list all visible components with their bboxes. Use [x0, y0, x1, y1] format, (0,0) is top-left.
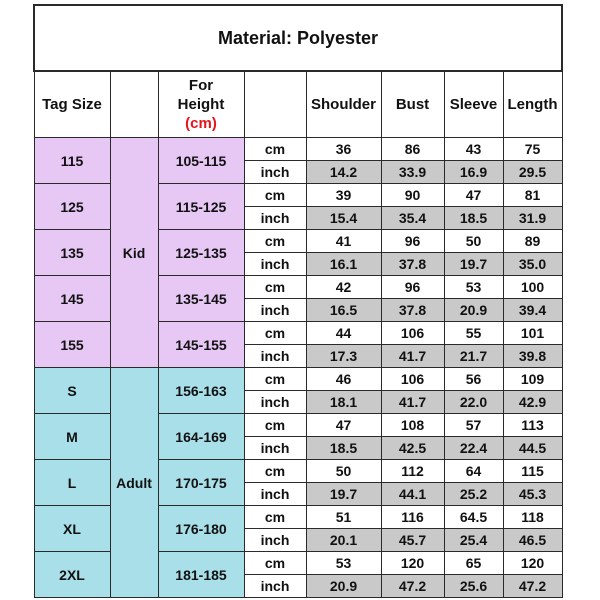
shoulder-cm-value: 53: [306, 552, 381, 575]
bust-cm-value: 96: [381, 276, 444, 299]
sleeve-cm-value: 47: [444, 184, 503, 207]
sleeve-cm-value: 57: [444, 414, 503, 437]
header-height-unit: (cm): [185, 115, 217, 132]
shoulder-cm-value: 42: [306, 276, 381, 299]
height-range-cell: 115-125: [158, 184, 244, 230]
bust-inch-value: 44.1: [381, 483, 444, 506]
unit-cm-label: cm: [244, 506, 306, 529]
shoulder-cm-value: 44: [306, 322, 381, 345]
tag-size-cell: 2XL: [34, 552, 110, 598]
sleeve-inch-value: 25.4: [444, 529, 503, 552]
tag-size-cell: 135: [34, 230, 110, 276]
tag-size-cell: S: [34, 368, 110, 414]
unit-inch-label: inch: [244, 575, 306, 598]
sleeve-inch-value: 20.9: [444, 299, 503, 322]
bust-inch-value: 35.4: [381, 207, 444, 230]
sleeve-cm-value: 50: [444, 230, 503, 253]
age-group-cell: Kid: [110, 138, 158, 368]
length-cm-value: 81: [503, 184, 562, 207]
shoulder-cm-value: 41: [306, 230, 381, 253]
tag-size-cell: 145: [34, 276, 110, 322]
unit-inch-label: inch: [244, 161, 306, 184]
length-cm-value: 113: [503, 414, 562, 437]
size-row-cm: [34, 368, 562, 391]
header-length: Length: [503, 71, 562, 138]
length-inch-value: 39.8: [503, 345, 562, 368]
shoulder-cm-value: 36: [306, 138, 381, 161]
height-range-cell: 105-115: [158, 138, 244, 184]
length-inch-value: 42.9: [503, 391, 562, 414]
tag-size-cell: 115: [34, 138, 110, 184]
length-cm-value: 75: [503, 138, 562, 161]
tag-size-cell: 155: [34, 322, 110, 368]
height-range-cell: 145-155: [158, 322, 244, 368]
unit-cm-label: cm: [244, 184, 306, 207]
sleeve-inch-value: 25.6: [444, 575, 503, 598]
header-sleeve: Sleeve: [444, 71, 503, 138]
bust-cm-value: 86: [381, 138, 444, 161]
height-range-cell: 156-163: [158, 368, 244, 414]
shoulder-cm-value: 46: [306, 368, 381, 391]
unit-cm-label: cm: [244, 368, 306, 391]
sleeve-cm-value: 53: [444, 276, 503, 299]
bust-inch-value: 47.2: [381, 575, 444, 598]
sleeve-inch-value: 22.4: [444, 437, 503, 460]
sleeve-cm-value: 64: [444, 460, 503, 483]
bust-cm-value: 120: [381, 552, 444, 575]
unit-cm-label: cm: [244, 460, 306, 483]
shoulder-inch-value: 16.1: [306, 253, 381, 276]
bust-inch-value: 33.9: [381, 161, 444, 184]
header-bust: Bust: [381, 71, 444, 138]
length-inch-value: 47.2: [503, 575, 562, 598]
unit-cm-label: cm: [244, 552, 306, 575]
sleeve-inch-value: 25.2: [444, 483, 503, 506]
shoulder-inch-value: 19.7: [306, 483, 381, 506]
header-for-height: [158, 71, 244, 138]
length-inch-value: 44.5: [503, 437, 562, 460]
table-body: [34, 138, 562, 598]
header-row: [34, 71, 562, 138]
length-cm-value: 120: [503, 552, 562, 575]
shoulder-inch-value: 15.4: [306, 207, 381, 230]
header-unit: [244, 71, 306, 138]
length-cm-value: 101: [503, 322, 562, 345]
sleeve-cm-value: 64.5: [444, 506, 503, 529]
shoulder-cm-value: 39: [306, 184, 381, 207]
unit-cm-label: cm: [244, 322, 306, 345]
sleeve-cm-value: 56: [444, 368, 503, 391]
unit-inch-label: inch: [244, 529, 306, 552]
bust-inch-value: 41.7: [381, 345, 444, 368]
unit-cm-label: cm: [244, 276, 306, 299]
length-inch-value: 35.0: [503, 253, 562, 276]
unit-inch-label: inch: [244, 345, 306, 368]
bust-inch-value: 45.7: [381, 529, 444, 552]
length-inch-value: 45.3: [503, 483, 562, 506]
chart-title: Material: Polyester: [34, 5, 562, 71]
header-group: [110, 71, 158, 138]
length-inch-value: 39.4: [503, 299, 562, 322]
sleeve-inch-value: 22.0: [444, 391, 503, 414]
length-cm-value: 100: [503, 276, 562, 299]
bust-inch-value: 42.5: [381, 437, 444, 460]
height-range-cell: 135-145: [158, 276, 244, 322]
sleeve-cm-value: 65: [444, 552, 503, 575]
height-range-cell: 125-135: [158, 230, 244, 276]
shoulder-inch-value: 18.5: [306, 437, 381, 460]
unit-inch-label: inch: [244, 391, 306, 414]
length-cm-value: 109: [503, 368, 562, 391]
size-row-cm: [34, 138, 562, 161]
sleeve-inch-value: 21.7: [444, 345, 503, 368]
length-cm-value: 118: [503, 506, 562, 529]
sleeve-cm-value: 55: [444, 322, 503, 345]
shoulder-cm-value: 47: [306, 414, 381, 437]
height-range-cell: 181-185: [158, 552, 244, 598]
shoulder-cm-value: 51: [306, 506, 381, 529]
tag-size-cell: L: [34, 460, 110, 506]
sleeve-inch-value: 16.9: [444, 161, 503, 184]
tag-size-cell: M: [34, 414, 110, 460]
shoulder-inch-value: 20.1: [306, 529, 381, 552]
shoulder-inch-value: 17.3: [306, 345, 381, 368]
shoulder-inch-value: 16.5: [306, 299, 381, 322]
sleeve-cm-value: 43: [444, 138, 503, 161]
header-height-label: Height: [177, 96, 225, 113]
height-range-cell: 170-175: [158, 460, 244, 506]
height-range-cell: 164-169: [158, 414, 244, 460]
shoulder-inch-value: 20.9: [306, 575, 381, 598]
length-cm-value: 89: [503, 230, 562, 253]
bust-inch-value: 41.7: [381, 391, 444, 414]
unit-cm-label: cm: [244, 138, 306, 161]
bust-cm-value: 106: [381, 322, 444, 345]
header-shoulder: Shoulder: [306, 71, 381, 138]
sleeve-inch-value: 19.7: [444, 253, 503, 276]
unit-inch-label: inch: [244, 437, 306, 460]
unit-inch-label: inch: [244, 299, 306, 322]
bust-cm-value: 96: [381, 230, 444, 253]
bust-inch-value: 37.8: [381, 299, 444, 322]
sleeve-inch-value: 18.5: [444, 207, 503, 230]
header-for-label: For: [188, 77, 214, 94]
bust-cm-value: 108: [381, 414, 444, 437]
height-range-cell: 176-180: [158, 506, 244, 552]
length-inch-value: 29.5: [503, 161, 562, 184]
unit-inch-label: inch: [244, 483, 306, 506]
bust-inch-value: 37.8: [381, 253, 444, 276]
shoulder-inch-value: 18.1: [306, 391, 381, 414]
bust-cm-value: 116: [381, 506, 444, 529]
shoulder-inch-value: 14.2: [306, 161, 381, 184]
unit-inch-label: inch: [244, 207, 306, 230]
size-chart-table: [33, 4, 563, 598]
unit-inch-label: inch: [244, 253, 306, 276]
unit-cm-label: cm: [244, 230, 306, 253]
tag-size-cell: 125: [34, 184, 110, 230]
bust-cm-value: 106: [381, 368, 444, 391]
shoulder-cm-value: 50: [306, 460, 381, 483]
unit-cm-label: cm: [244, 414, 306, 437]
bust-cm-value: 112: [381, 460, 444, 483]
length-inch-value: 31.9: [503, 207, 562, 230]
tag-size-cell: XL: [34, 506, 110, 552]
header-tag-size: Tag Size: [34, 71, 110, 138]
length-inch-value: 46.5: [503, 529, 562, 552]
age-group-cell: Adult: [110, 368, 158, 598]
bust-cm-value: 90: [381, 184, 444, 207]
length-cm-value: 115: [503, 460, 562, 483]
